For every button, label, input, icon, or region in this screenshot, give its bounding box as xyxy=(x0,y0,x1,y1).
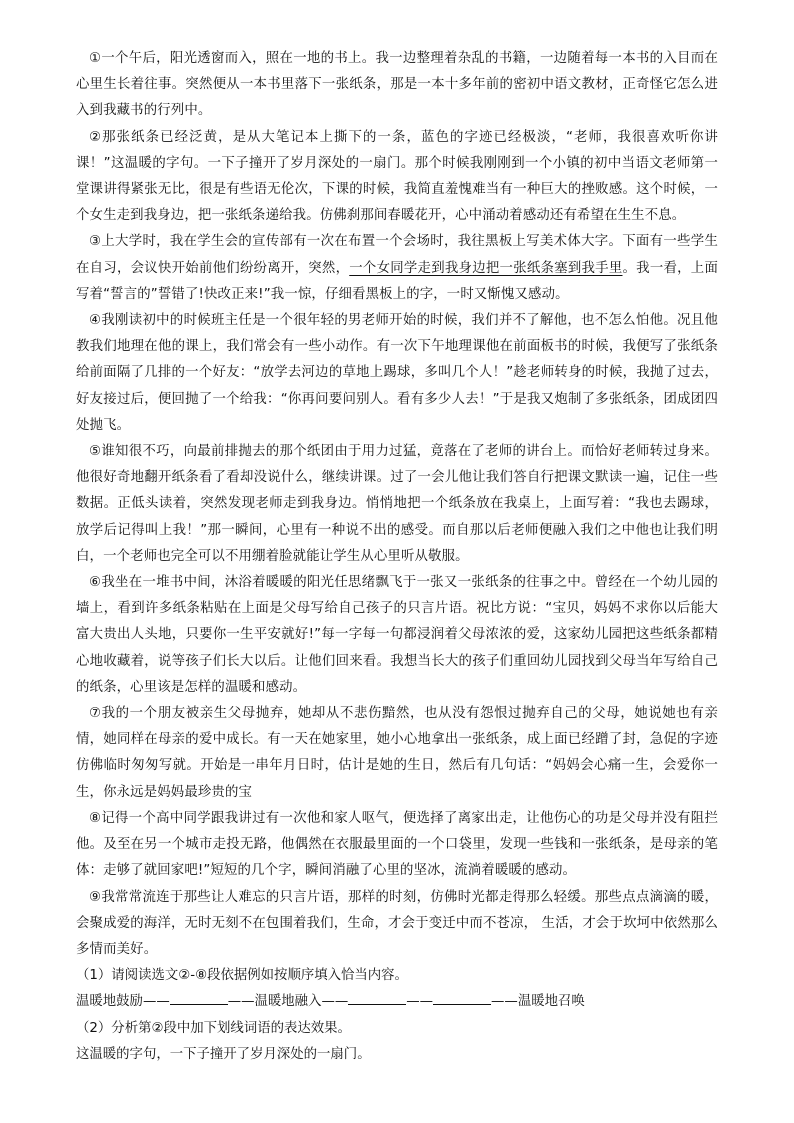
paragraph-6 xyxy=(76,570,718,701)
q1-segment-4: ——温暖地召唤 xyxy=(491,994,585,1010)
paragraph-2-underlined-phrase: 一下子撞开了岁月深处的一扇门 xyxy=(207,155,401,171)
paragraph-3 xyxy=(76,229,718,308)
q1-segment-3: —— xyxy=(406,994,434,1010)
answer-blank-2[interactable] xyxy=(348,990,406,1005)
paragraph-9-text: ⑨我常常流连于那些让人难忘的只言片语，那样的时刻，仿佛时光都走得那么轻缓。那些点点滴滴的暖，会聚成爱的海洋，无时无刻不在包围着我们，生命，才会于变迁中而不苍凉， 生活，才会于坎坷中依然那么多情而美好。 xyxy=(76,889,718,957)
q1-segment-1: 温暖地鼓励—— xyxy=(76,994,170,1010)
paragraph-2-text-b: 。那个时候我刚刚到一个小镇的初中当语文老师第一堂课讲得紧张无比，很是有些语无伦次，下课的时候，我简直羞愧难当有一种巨大的挫败感。这个时候，一个女生走到我身边，把一张纸条递给我。仿佛刹那间春暖花开，心中涌动着感动还有希望在生生不息。 xyxy=(76,155,718,224)
paragraph-1 xyxy=(76,46,718,125)
paragraph-3-text-b: 。我一看，上面写着“誓言的”誓错了!快改正来!”我一惊，仔细看黑板上的字，一时又惭愧又感动。 xyxy=(76,260,719,302)
paragraph-9 xyxy=(76,885,718,964)
question-1-title: （1）请阅读选文②-⑧段依据例如按顺序填入恰当内容。 xyxy=(76,968,408,984)
paragraph-3-text-a: ③上大学时，我在学生会的宣传部有一次在布置一个会场时，我往黑板上写美术体大字。下面有一些学生在自习，会议快开始前他们纷纷离开，突然， xyxy=(76,234,718,276)
paragraph-5 xyxy=(76,439,718,570)
paragraph-3-underlined-phrase: 一个女同学走到我身边把一张纸条塞到我手里 xyxy=(349,260,623,276)
question-2-sentence: 这温暖的字句，一下子撞开了岁月深处的一扇门。 xyxy=(76,1046,371,1062)
question-1-answer-line xyxy=(76,989,718,1015)
paragraph-7-text: ⑦我的一个朋友被亲生父母抛弃，她却从不悲伤黯然，也从没有怨恨过抛弃自己的父母，她说她也有亲情，她同样在母亲的爱中成长。有一天在她家里，她小心地拿出一张纸条，成上面已经蹭了封，急促的字迹仿佛临时匆匆写就。开始是一串年月日时，估计是她的生日，然后有几句话：“妈妈会心痛一生，会爱你一生，你永远是妈妈最珍贵的宝 xyxy=(76,706,718,800)
paragraph-4-text: ④我刚读初中的时候班主任是一个很年轻的男老师开始的时候，我们并不了解他，也不怎么怕他。况且他教我们地理在他的课上，我们常会有一些小动作。有一次下午地理课他在前面板书的时候，我便写了张纸条给前面隔了几排的一个好友：“放学去河边的草地上踢球，多叫几个人！”趁老师转身的时候，我抛了过去，好友接过后，便回抛了一个给我：“你再问要问别人。看有多少人去！”于是我又炮制了多张纸条，团成团四处抛飞。 xyxy=(76,313,718,433)
paragraph-8-text: ⑧记得一个高中同学跟我讲过有一次他和家人呕气，便选择了离家出走，让他伤心的功是父母并没有阻拦他。及至在另一个城市走投无路，他偶然在衣服最里面的一个口袋里，发现一些钱和一张纸条，是母亲的笔体：走够了就回家吧!”短短的几个字，瞬间消融了心里的坚冰，流淌着暖暖的感动。 xyxy=(76,810,718,879)
q1-segment-2: ——温暖地融入—— xyxy=(227,994,349,1010)
answer-blank-1[interactable] xyxy=(170,990,228,1005)
paragraph-8 xyxy=(76,806,718,885)
paragraph-7 xyxy=(76,701,718,806)
paragraph-6-text: ⑥我坐在一堆书中间，沐浴着暖暖的阳光任思绪飘飞于一张又一张纸条的往事之中。曾经在一个幼儿园的墙上，看到许多纸条粘贴在上面是父母写给自己孩子的只言片语。祝比方说：“宝贝，妈妈不求你以后能大富大贵出人头地，只要你一生平安就好!”每一字每一句都浸润着父母浓浓的爱，这家幼儿园把这些纸条都精心地收藏着，说等孩子们长大以后。让他们回来看。我想当长大的孩子们重回幼儿园找到父母当年写给自己的纸条，心里该是怎样的温暖和感动。 xyxy=(76,575,718,695)
paragraph-1-text: ①一个午后，阳光透窗而入，照在一地的书上。我一边整理着杂乱的书籍，一边随着每一本书的入目而在心里生长着往事。突然便从一本书里落下一张纸条，那是一本十多年前的密初中语文教材，正奇怪它怎么进入到我藏书的行列中。 xyxy=(76,51,718,119)
paragraph-2-text-a: ②那张纸条已经泛黄，是从大笔记本上撕下的一条，蓝色的字迹已经极淡，“老师，我很喜欢听你讲课！”这温暖的字句。 xyxy=(76,129,718,171)
paragraph-4 xyxy=(76,308,718,439)
paragraph-2 xyxy=(76,125,718,230)
question-2-title: （2）分析第②段中加下划线词语的表达效果。 xyxy=(76,1020,351,1036)
paragraph-5-text: ⑤谁知很不巧，向最前排抛去的那个纸团由于用力过猛，竟落在了老师的讲台上。而恰好老师转过身来。他很好奇地翻开纸条看了看却没说什么，继续讲课。过了一会儿他让我们答自行把课文默读一遍，记住一些数据。正低头读着，突然发现老师走到我身边。悄悄地把一个纸条放在我桌上，上面写着：“我也去踢球，放学后记得叫上我！”那一瞬间，心里有一种说不出的感受。而自那以后老师便融入我们之中他也让我们明白，一个老师也完全可以不用绷着脸就能让学生从心里听从敬服。 xyxy=(76,444,718,564)
answer-blank-3[interactable] xyxy=(433,990,491,1005)
document-page xyxy=(76,46,718,1068)
